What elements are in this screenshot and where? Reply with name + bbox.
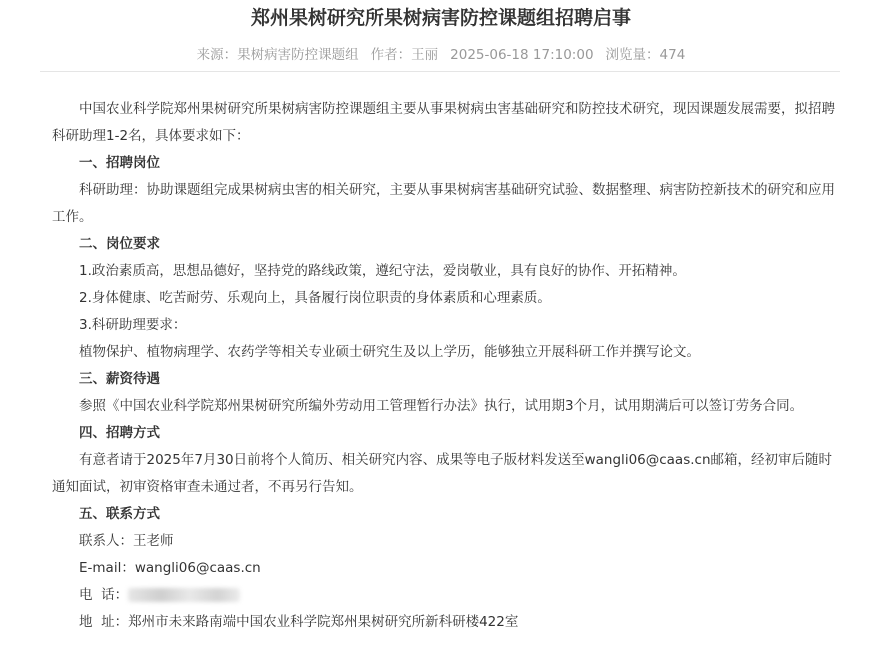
article-meta — [0, 45, 882, 65]
redacted-phone-blur — [128, 588, 240, 602]
contact-person-value: 王老师 — [133, 533, 174, 549]
source-value: 果树病害防控课题组 — [237, 47, 359, 63]
contact-email-label: E-mail： — [79, 560, 135, 576]
views-label: 浏览量： — [605, 47, 660, 63]
positions-paragraph: 科研助理：协助课题组完成果树病虫害的相关研究，主要从事果树病害基础研究试验、数据整理、病害防控新技术的研究和应用工作。 — [52, 182, 835, 225]
application-paragraph: 有意者请于2025年7月30日前将个人简历、相关研究内容、成果等电子版材料发送至wangli06@caas.cn邮箱，经初审后随时通知面试，初审资格审查未通过者，不再另行告知。 — [52, 452, 833, 495]
requirement-item: 3.科研助理要求： — [79, 317, 187, 333]
contact-email-value: wangli06@caas.cn — [134, 560, 261, 576]
contact-person-label: 联系人： — [79, 533, 133, 549]
author-label: 作者： — [370, 47, 412, 63]
contact-address-value: 郑州市未来路南端中国农业科学院郑州果树研究所新科研楼422室 — [128, 614, 519, 630]
requirement-item: 1.政治素质高，思想品德好，坚持党的路线政策，遵纪守法，爱岗敬业，具有良好的协作、开拓精神。 — [79, 263, 686, 279]
article-body — [52, 96, 842, 636]
contact-phone-line — [52, 582, 842, 609]
section-heading-requirements: 二、岗位要求 — [79, 236, 160, 252]
requirement-item: 植物保护、植物病理学、农药学等相关专业硕士研究生及以上学历，能够独立开展科研工作并撰写论文。 — [79, 344, 700, 360]
author-value: 王丽 — [411, 47, 439, 63]
salary-paragraph: 参照《中国农业科学院郑州果树研究所编外劳动用工管理暂行办法》执行，试用期3个月，试用期满后可以签订劳务合同。 — [79, 398, 804, 414]
section-heading-contact: 五、联系方式 — [79, 506, 160, 522]
requirement-item: 2.身体健康、吃苦耐劳、乐观向上，具备履行岗位职责的身体素质和心理素质。 — [79, 290, 551, 306]
section-heading-positions: 一、招聘岗位 — [79, 155, 160, 171]
title-divider — [40, 71, 840, 72]
source-label: 来源： — [196, 47, 238, 63]
publish-datetime: 2025-06-18 17:10:00 — [450, 47, 594, 63]
intro-paragraph: 中国农业科学院郑州果树研究所果树病害防控课题组主要从事果树病虫害基础研究和防控技术研究，现因课题发展需要，拟招聘科研助理1-2名，具体要求如下： — [52, 101, 835, 144]
contact-person-line — [52, 528, 842, 555]
contact-email-line — [52, 555, 842, 582]
section-heading-application: 四、招聘方式 — [79, 425, 160, 441]
contact-phone-label: 电 话： — [79, 587, 129, 603]
views-count: 474 — [659, 47, 686, 63]
contact-address-line — [52, 609, 842, 636]
article-title: 郑州果树研究所果树病害防控课题组招聘启事 — [250, 7, 631, 29]
contact-address-label: 地 址： — [79, 614, 129, 630]
section-heading-salary: 三、薪资待遇 — [79, 371, 160, 387]
